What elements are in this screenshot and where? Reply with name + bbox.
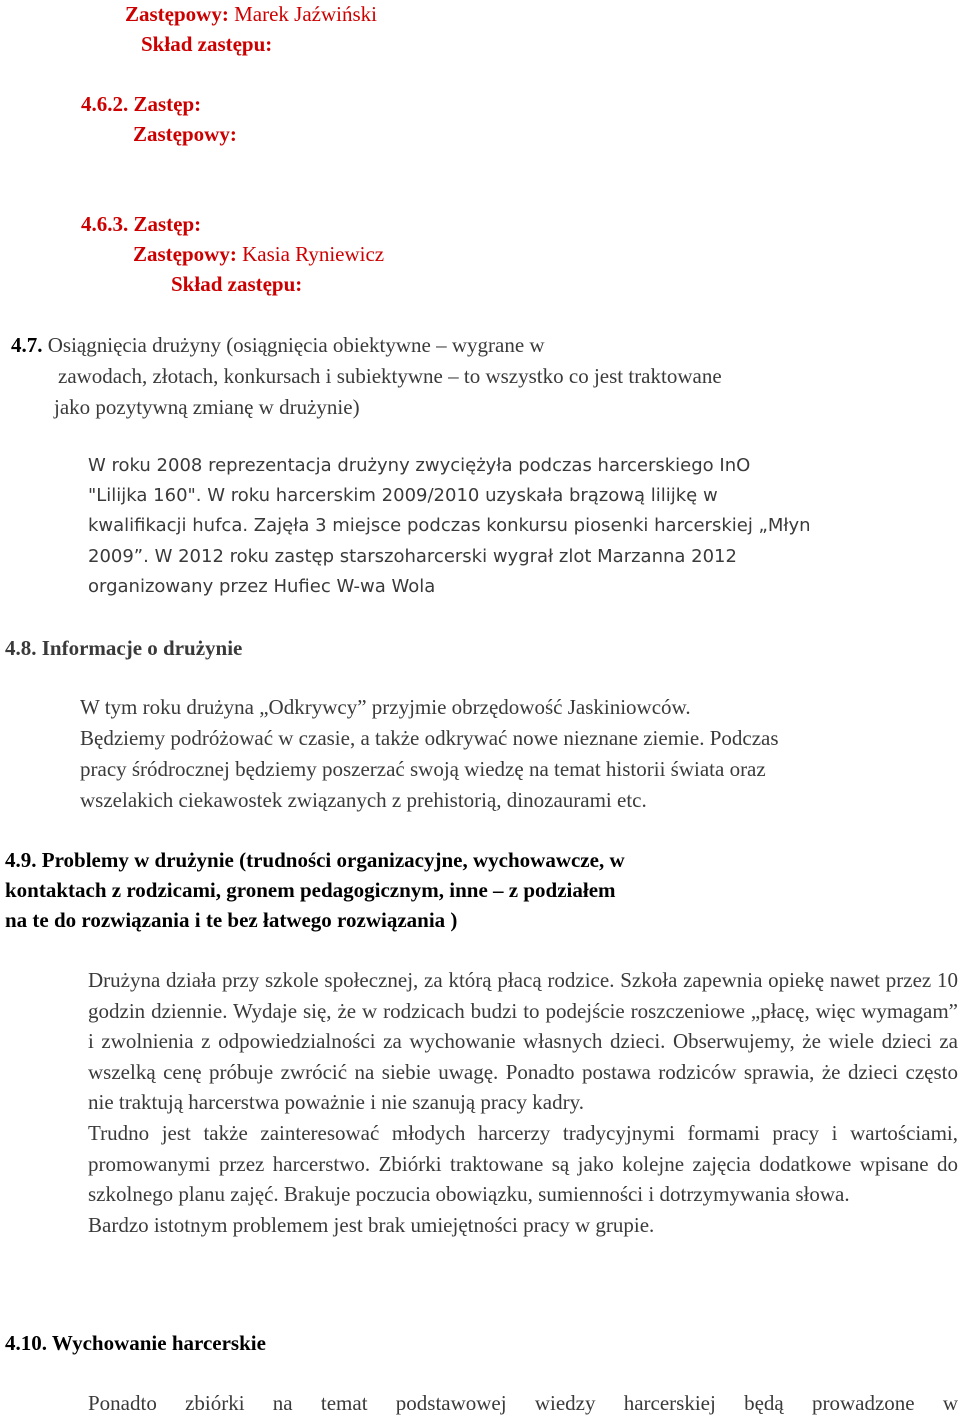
text-line: organizowany przez Hufiec W-wa Wola xyxy=(88,576,436,597)
text-line: pracy śródrocznej będziemy poszerzać swoją wiedzę na temat historii świata oraz xyxy=(80,757,766,781)
text-line: "Lilijka 160". W roku harcerskim 2009/2010 uzyskała brązową lilijkę w xyxy=(88,485,718,506)
zastepowy-name: Kasia Ryniewicz xyxy=(236,242,385,266)
section-4-6-3-heading: 4.6.3. Zastęp: xyxy=(81,212,202,236)
zastepowy-line xyxy=(125,0,377,28)
section-4-7-heading xyxy=(11,331,545,359)
section-4-10-heading: 4.10. Wychowanie harcerskie xyxy=(5,1331,266,1355)
zastepowy-label: Zastępowy: xyxy=(133,242,237,266)
paragraph: Ponadto zbiórki na temat podstawowej wiedzy harcerskiej będą prowadzone w xyxy=(88,1391,958,1415)
text-line: W roku 2008 reprezentacja drużyny zwyciężyła podczas harcerskiego InO xyxy=(88,455,751,476)
sklad-zastepu-label: Skład zastępu: xyxy=(171,272,303,296)
zastepowy-label: Zastępowy: xyxy=(133,122,237,146)
text-line: wszelakich ciekawostek związanych z prehistorią, dinozaurami etc. xyxy=(80,788,647,812)
problems-text xyxy=(88,965,958,1240)
paragraph: Trudno jest także zainteresować młodych harcerzy tradycyjnymi formami pracy i wartościami, promowanymi przez harcerstwo. Zbiórki traktowane są jako kolejne zajęcia dodatkowe wpisane do szkolnego planu zajęć. Brakuje poczucia obowiązku, sumienności i dotrzymywania słowa. xyxy=(88,1120,958,1207)
paragraph: Bardzo istotnym problemem jest brak umiejętności pracy w grupie. xyxy=(88,1212,655,1237)
section-4-7-heading-line: jako pozytywną zmianę w drużynie) xyxy=(54,395,360,419)
section-title: Osiągnięcia drużyny (osiągnięcia obiektywne – wygrane w xyxy=(42,333,545,357)
section-4-6-2-heading: 4.6.2. Zastęp: xyxy=(81,92,202,116)
section-number: 4.7. xyxy=(11,333,43,357)
section-4-9-heading-line: na te do rozwiązania i te bez łatwego rozwiązania ) xyxy=(5,908,458,932)
paragraph: Drużyna działa przy szkole społecznej, za którą płacą rodzice. Szkoła zapewnia opiekę nawet przez 10 godzin dziennie. Wydaje się, że w rodzicach budzi to podejście roszczeniowe „płacę, więc wymagam” i zwolnienia z odpowiedzialności za wychowanie własnych dzieci. Obserwujemy, że wiele dzieci za wszelką cenę próbuje zwrócić na siebie uwagę. Ponadto postawa rodziców sprawia, że dzieci często nie traktują harcerstwa poważnie i nie szanują pracy kadry. xyxy=(88,968,958,1115)
section-4-8-heading xyxy=(5,634,242,662)
section-4-7-heading-line: zawodach, złotach, konkursach i subiektywne – to wszystko co jest traktowane xyxy=(58,364,722,388)
text-line: kwalifikacji hufca. Zajęła 3 miejsce podczas konkursu piosenki harcerskiej „Młyn xyxy=(88,515,811,536)
section-4-9-heading: 4.9. Problemy w drużynie (trudności organizacyjne, wychowawcze, w xyxy=(5,848,625,872)
text-line: Będziemy podróżować w czasie, a także odkrywać nowe nieznane ziemie. Podczas xyxy=(80,726,779,750)
section-heading: 4.8. Informacje o drużynie xyxy=(5,636,243,660)
zastepowy-label: Zastępowy: xyxy=(125,2,229,26)
sklad-zastepu-label: Skład zastępu: xyxy=(141,32,273,56)
text-line: 2009”. W 2012 roku zastęp starszoharcerski wygrał zlot Marzanna 2012 xyxy=(88,546,737,567)
text-line: W tym roku drużyna „Odkrywcy” przyjmie obrzędowość Jaskiniowców. xyxy=(80,695,691,719)
zastepowy-name: Marek Jaźwiński xyxy=(228,2,377,26)
wychowanie-text xyxy=(88,1388,958,1419)
section-4-9-heading-line: kontaktach z rodzicami, gronem pedagogicznym, inne – z podziałem xyxy=(5,878,616,902)
zastepowy-line xyxy=(133,240,384,268)
